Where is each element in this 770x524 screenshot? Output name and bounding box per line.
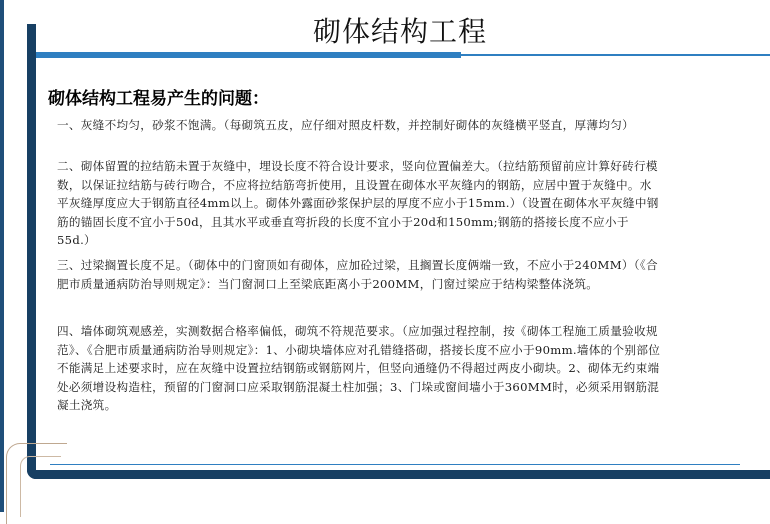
footer-divider xyxy=(50,464,740,465)
slide-title: 砌体结构工程 xyxy=(312,15,487,48)
frame-left-border xyxy=(27,24,36,479)
issue-paragraph-2: 二、砌体留置的拉结筋未置于灰缝中，埋设长度不符合设计要求，竖向位置偏差大。（拉结筋预留前应计算好砖行模数，以保证拉结筋与砖行吻合，不应将拉结筋弯折使用，且设置在砌体水平灰缝内的钢筋，应居中置于灰缝中。水平灰缝厚度应大于钢筋直径4mm以上。砌体外露面砂浆保护层的厚度不应小于15mm.）（设置在砌体水平灰缝中钢筋的锚固长度不宜小于50d，且其水平或垂直弯折段的长度不宜小于20d和150mm;钢筋的搭接长度不应小于55d.） xyxy=(57,159,659,248)
section-heading: 砌体结构工程易产生的问题： xyxy=(48,89,269,109)
corner-decoration-inner xyxy=(20,456,61,517)
issue-paragraph-1: 一、灰缝不均匀，砂浆不饱满。（每砌筑五皮，应仔细对照皮杆数，并控制好砌体的灰缝横平竖直，厚薄均匀） xyxy=(57,118,634,132)
left-accent-bar xyxy=(0,0,4,512)
issue-paragraph-3: 三、过梁搁置长度不足。（砌体中的门窗顶如有砌体，应加砼过梁，且搁置长度俩端一致，不应小于240MM）（《合肥市质量通病防治导则规定》：当门窗洞口上至梁底距离小于200MM，门窗过梁应于结构梁整体浇筑。 xyxy=(57,258,658,291)
issue-paragraph-4: 四、墙体砌筑观感差，实测数据合格率偏低，砌筑不符规范要求。（应加强过程控制，按《砌体工程施工质量验收规范》、《合肥市质量通病防治导则规定》：1、小砌块墙体应对孔错缝搭砌，搭接长度不应小于90mm.墙体的个别部位不能满足上述要求时，应在灰缝中设置拉结钢筋或钢筋网片，但竖向通缝仍不得超过两皮小砌块。2、砌体无约束端处必须增设构造柱，预留的门窗洞口应采取钢筋混凝土柱加强；3、门垛或窗间墙小于360MM时，必须采用钢筋混凝土浇筑。 xyxy=(57,324,661,413)
title-underline-thick xyxy=(36,52,461,58)
title-underline-thin xyxy=(461,54,770,56)
frame-bottom-border xyxy=(27,470,770,479)
